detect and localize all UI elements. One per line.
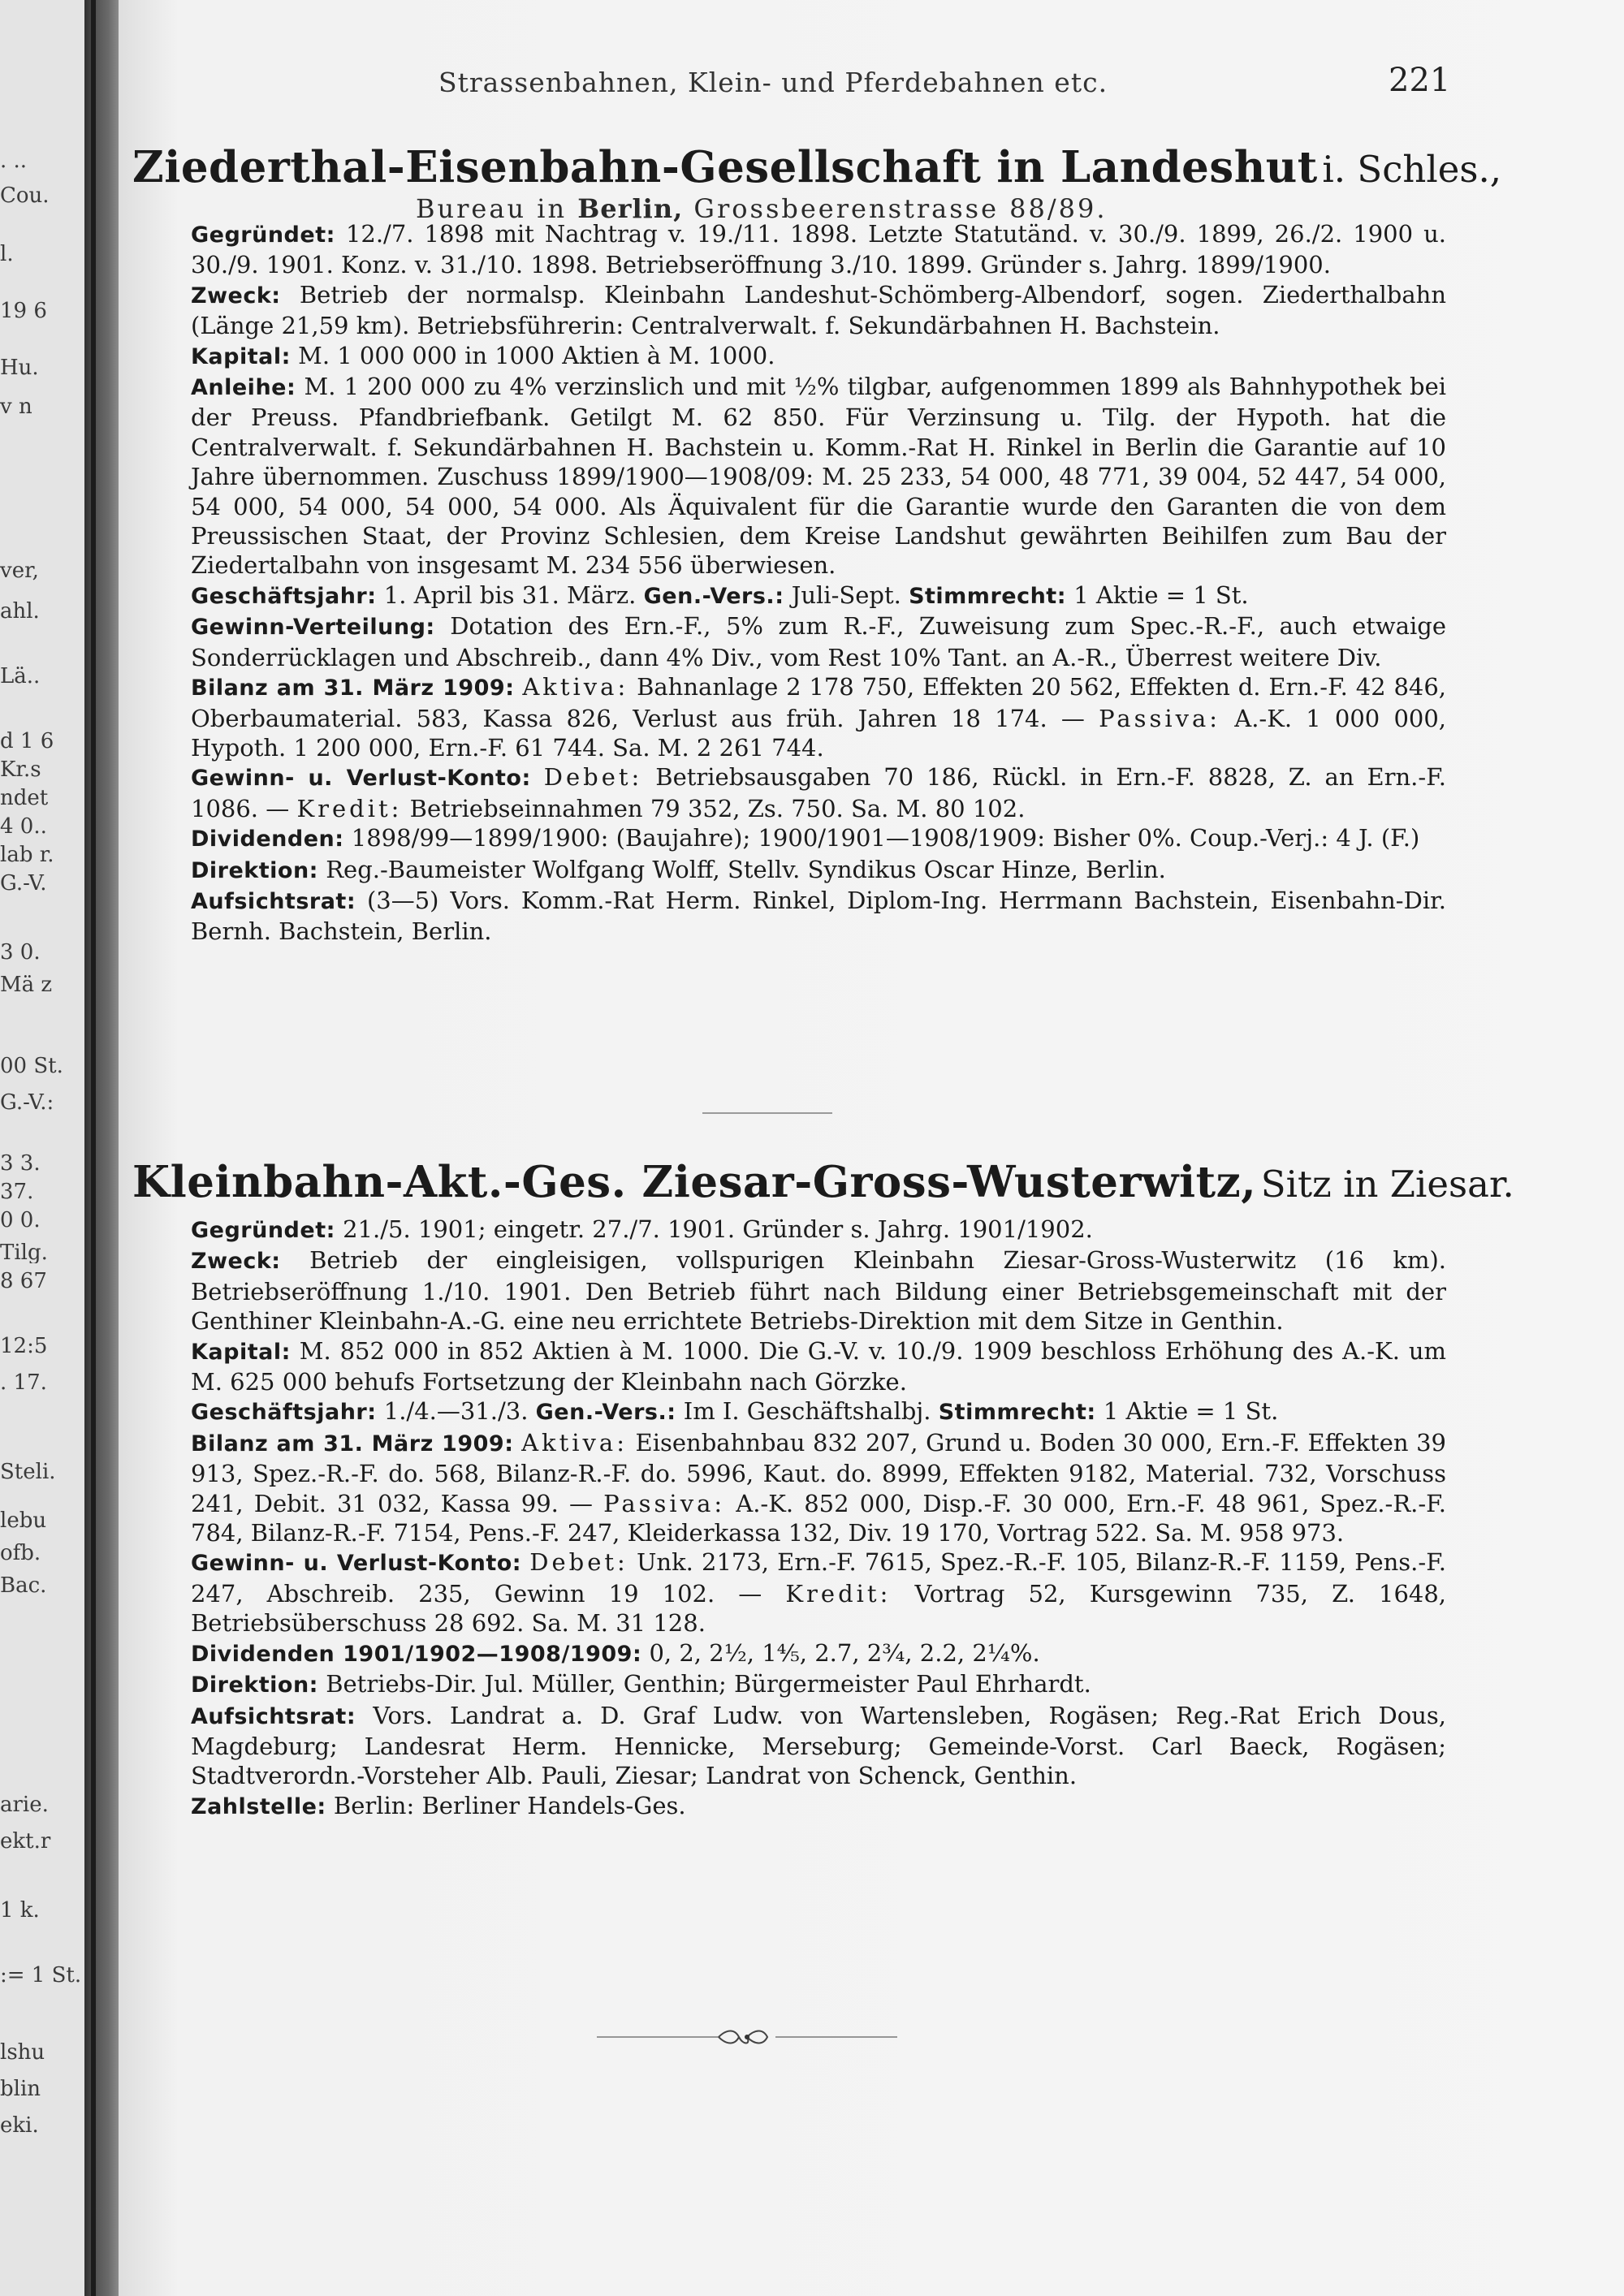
entry-text: Betriebsausgaben 70 186, Rückl. in Ern.-F. 8828, Z. an Ern.-F. 1086. — xyxy=(191,763,1447,822)
entry-text: M. 1 200 000 zu 4% verzinslich und mit ½% tilgbar, aufgenommen 1899 als Bahnhypothek bei der Preuss. Pfandbriefbank. Getilgt M. 62 850. Für Verzinsung u. Tilg. der Hypoth. hat die Centralverwalt. f. Sekundärbahnen H. Bachstein u. Komm.-Rat H. Rinkel in Berlin die Garantie auf 10 Jahre übernommen. Zuschuss 1899/1900—1908/09: M. 25 233, 54 000, 48 771, 39 004, 52 447, 54 000, 54 000, 54 000, 54 000, 54 000. Als Äquivalent für die Garantie wurde den Garanten die von dem Preussischen Staat, der Provinz Schlesien, dem Kreise Landshut gewährten Beihilfen zum Bau der Ziedertalbahn von insgesamt M. 234 556 überwiesen. xyxy=(191,373,1447,580)
company-name: Ziederthal-Eisenbahn-Gesellschaft in Landeshut xyxy=(132,142,1318,192)
entry xyxy=(191,372,1446,580)
margin-fragment: 12:5 xyxy=(0,1336,48,1357)
entry-label: Zahlstelle: xyxy=(191,1793,326,1819)
margin-fragment: ndet xyxy=(0,788,49,809)
entry xyxy=(191,280,1446,341)
margin-fragment: v n xyxy=(0,396,32,417)
entry-text: 1. April bis 31. März. xyxy=(383,580,637,609)
margin-fragment: 8 67 xyxy=(0,1271,47,1292)
margin-fragment: arie. xyxy=(0,1794,49,1815)
entry xyxy=(191,1215,1446,1245)
kredit-label: Kredit: xyxy=(785,1579,892,1608)
kredit-label: Kredit: xyxy=(296,794,403,822)
margin-fragment: lebu xyxy=(0,1510,47,1531)
debet-label: Debet: xyxy=(543,763,643,792)
passiva-label: Passiva: xyxy=(1099,704,1221,732)
entry-label: Geschäftsjahr: xyxy=(191,583,377,609)
margin-fragment: 3 0. xyxy=(0,942,41,963)
aktiva-label: Aktiva: xyxy=(522,673,629,701)
entry-text: 12./7. 1898 mit Nachtrag v. 19./11. 1898. Letzte Statutänd. v. 30./9. 1899, 26./2. 1900 u. 30./9. 1901. Konz. v. 31./10. 1898. Betriebseröffnung 3./10. 1899. Gründer s. Jahrg. 1899/1900. xyxy=(191,220,1446,279)
entry-text: M. 1 000 000 in 1000 Aktien à M. 1000. xyxy=(298,341,775,369)
book-spine xyxy=(84,0,119,2296)
entry xyxy=(191,1669,1446,1700)
entry-label: Gen.-Vers.: xyxy=(643,583,784,609)
aktiva-label: Aktiva: xyxy=(521,1428,628,1457)
entry-label: Dividenden: xyxy=(191,826,344,852)
entry xyxy=(191,1396,1446,1427)
margin-fragment: eki. xyxy=(0,2115,39,2136)
margin-fragment: ofb. xyxy=(0,1543,41,1564)
entry-text: Juli-Sept. xyxy=(791,580,901,609)
entry-text: (3—5) Vors. Komm.-Rat Herm. Rinkel, Diplom-Ing. Herrmann Bachstein, Eisenbahn-Dir. Bernh. Bachstein, Berlin. xyxy=(191,886,1447,946)
margin-fragment: := 1 St. xyxy=(0,1965,81,1986)
running-head: Strassenbahnen, Klein- und Pferdebahnen etc. xyxy=(438,67,1108,98)
entry-text: Vortrag 52, Kursgewinn 735, Z. 1648, Betriebsüberschuss 28 692. Sa. M. 31 128. xyxy=(191,1579,1447,1638)
section-entries xyxy=(191,219,1446,947)
margin-fragment: Mä z xyxy=(0,974,53,995)
bureau-address: Grossbeerenstrasse 88/89. xyxy=(693,193,1108,224)
entry-text: Im I. Geschäftshalbj. xyxy=(683,1397,931,1426)
entry-label: Aufsichtsrat: xyxy=(191,1703,356,1729)
entry xyxy=(191,1791,1446,1822)
margin-fragment: 3 3. xyxy=(0,1153,41,1174)
entry xyxy=(191,580,1446,611)
entry-text: Betrieb der eingleisigen, vollspurigen Kleinbahn Ziesar-Gross-Wusterwitz (16 km). Betriebseröffnung 1./10. 1901. Den Betrieb führt nach Bildung einer Betriebsgemeinschaft mit der Genthiner Kleinbahn-A.-G. eine neu errichtete Betriebs-Direktion mit dem Sitze in Genthin. xyxy=(191,1246,1447,1336)
entry-label: Kapital: xyxy=(191,343,291,369)
entry-label: Gewinn- u. Verlust-Konto: xyxy=(191,766,531,792)
entry-text: 1 Aktie = 1 St. xyxy=(1103,1397,1279,1426)
entry-label: Dividenden 1901/1902—1908/1909: xyxy=(191,1641,642,1667)
entry xyxy=(191,1638,1446,1669)
entry-text: 1./4.—31./3. xyxy=(383,1397,529,1426)
margin-fragment: ahl. xyxy=(0,601,40,622)
margin-fragment: 00 St. xyxy=(0,1055,63,1077)
entry-label: Zweck: xyxy=(191,283,281,309)
margin-fragment: blin xyxy=(0,2078,41,2100)
margin-fragment: 37. xyxy=(0,1181,34,1202)
entry-label: Stimmrecht: xyxy=(938,1400,1096,1426)
entry xyxy=(191,672,1446,762)
margin-fragment: d 1 6 xyxy=(0,731,54,752)
entry-text: Betriebs-Dir. Jul. Müller, Genthin; Bürgermeister Paul Ehrhardt. xyxy=(326,1670,1091,1698)
entry xyxy=(191,611,1446,672)
entry xyxy=(191,886,1446,947)
entry-text: Betrieb der normalsp. Kleinbahn Landeshut-Schömberg-Albendorf, sogen. Ziederthalbahn (Länge 21,59 km). Betriebsführerin: Centralverwalt. f. Sekundärbahnen H. Bachstein. xyxy=(191,280,1446,340)
company-location: i. Schles., xyxy=(1322,148,1502,191)
entry xyxy=(191,1428,1446,1548)
margin-fragment: Steli. xyxy=(0,1461,56,1482)
margin-fragment: ver, xyxy=(0,560,39,581)
ornament-rule xyxy=(597,2026,897,2048)
entry-label: Gewinn- u. Verlust-Konto: xyxy=(191,1551,522,1577)
entry-label: Aufsichtsrat: xyxy=(191,888,356,914)
section-entries xyxy=(191,1215,1446,1822)
entry xyxy=(191,855,1446,886)
entry xyxy=(191,762,1446,823)
entry-text: 1898/99—1899/1900: (Baujahre); 1900/1901—1908/1909: Bisher 0%. Coup.-Verj.: 4 J. (F.) xyxy=(351,824,1420,852)
page-number: 221 xyxy=(1389,62,1451,99)
entry-text: 21./5. 1901; eingetr. 27./7. 1901. Gründer s. Jahrg. 1901/1902. xyxy=(343,1215,1093,1243)
entry-text: 1 Aktie = 1 St. xyxy=(1073,580,1249,609)
company-location: Sitz in Ziesar. xyxy=(1260,1163,1514,1206)
entry-text: Vors. Landrat a. D. Graf Ludw. von Wartensleben, Rogäsen; Reg.-Rat Erich Dous, Magdeburg; Landesrat Herm. Hennicke, Merseburg; Gemeinde-Vorst. Carl Baeck, Rogäsen; Stadtverordn.-Vorsteher Alb. Pauli, Ziesar; Landrat von Schenck, Genthin. xyxy=(191,1701,1446,1790)
entry-text: A.-K. 852 000, Disp.-F. 30 000, Ern.-F. 48 961, Spez.-R.-F. 784, Bilanz-R.-F. 7154, Pens.-F. 247, Kleiderkassa 132, Div. 19 170, Vortrag 522. Sa. M. 958 973. xyxy=(191,1489,1446,1547)
entry-label: Direktion: xyxy=(191,857,318,883)
entry xyxy=(191,219,1446,280)
entry-text: Betriebseinnahmen 79 352, Zs. 750. Sa. M. 80 102. xyxy=(409,794,1026,822)
margin-fragment: . .. xyxy=(0,150,28,171)
margin-fragment: l. xyxy=(0,244,14,265)
entry-text: Eisenbahnbau 832 207, Grund u. Boden 30 000, Ern.-F. Effekten 39 913, Spez.-R.-F. do. 568, Bilanz-R.-F. do. 5996, Kaut. do. 8999, Effekten 9182, Material. 732, Vorschuss 241, Debit. 31 032, Kassa 99. — xyxy=(191,1428,1447,1517)
margin-fragment: lshu xyxy=(0,2042,45,2063)
entry-text: M. 852 000 in 852 Aktien à M. 1000. Die G.-V. v. 10./9. 1909 beschloss Erhöhung des A.-K. um M. 625 000 behufs Fortsetzung der Kleinbahn nach Görzke. xyxy=(191,1336,1446,1396)
margin-fragment: Hu. xyxy=(0,357,39,378)
entry-label: Kapital: xyxy=(191,1339,291,1365)
margin-fragment: 0 0. xyxy=(0,1210,41,1231)
margin-fragment: Kr.s xyxy=(0,759,41,780)
margin-fragment: 4 0.. xyxy=(0,816,47,837)
entry xyxy=(191,1336,1446,1397)
section-title xyxy=(132,142,1502,192)
entry-text: Reg.-Baumeister Wolfgang Wolff, Stellv. Syndikus Oscar Hinze, Berlin. xyxy=(326,855,1166,883)
entry-label: Gegründet: xyxy=(191,222,335,248)
margin-fragment: Tilg. xyxy=(0,1242,48,1263)
entry-label: Geschäftsjahr: xyxy=(191,1400,377,1426)
margin-fragment: G.-V.: xyxy=(0,1092,54,1113)
margin-fragment: G.-V. xyxy=(0,873,47,894)
entry-label: Anleihe: xyxy=(191,375,296,401)
margin-fragment: . 17. xyxy=(0,1372,47,1393)
debet-label: Debet: xyxy=(529,1548,628,1577)
entry xyxy=(191,341,1446,372)
section-divider xyxy=(702,1112,832,1114)
margin-fragment: 1 k. xyxy=(0,1900,40,1921)
entry-label: Stimmrecht: xyxy=(909,583,1066,609)
company-name: Kleinbahn-Akt.-Ges. Ziesar-Gross-Wusterwitz, xyxy=(132,1157,1257,1207)
bureau-prefix: Bureau in xyxy=(416,193,568,224)
margin-fragment: Bac. xyxy=(0,1575,47,1596)
passiva-label: Passiva: xyxy=(603,1489,726,1517)
bureau-city: Berlin, xyxy=(577,193,684,224)
entry-label: Direktion: xyxy=(191,1672,318,1698)
margin-fragment: Cou. xyxy=(0,185,50,206)
entry-label: Gewinn-Verteilung: xyxy=(191,615,435,641)
entry-text: 0, 2, 2½, 1⅘, 2.7, 2¾, 2.2, 2¼%. xyxy=(649,1638,1040,1667)
entry-text: A.-K. 1 000 000, Hypoth. 1 200 000, Ern.-F. 61 744. Sa. M. 2 261 744. xyxy=(191,704,1447,762)
entry xyxy=(191,1701,1446,1791)
entry xyxy=(191,823,1446,854)
margin-fragment: 19 6 xyxy=(0,300,47,322)
entry-label: Zweck: xyxy=(191,1249,281,1275)
section-title xyxy=(132,1157,1514,1207)
entry-text: Dotation des Ern.-F., 5% zum R.-F., Zuweisung zum Spec.-R.-F., auch etwaige Sonderrücklagen und Abschreib., dann 4% Div., vom Rest 10% Tant. an A.-R., Überrest weitere Div. xyxy=(191,612,1446,671)
entry xyxy=(191,1245,1446,1336)
entry-text: Unk. 2173, Ern.-F. 7615, Spez.-R.-F. 105, Bilanz-R.-F. 1159, Pens.-F. 247, Abschreib. 235, Gewinn 19 102. — xyxy=(191,1548,1447,1608)
margin-fragment: Lä.. xyxy=(0,666,41,687)
margin-fragment: ekt.r xyxy=(0,1831,51,1852)
entry-text: Bahnanlage 2 178 750, Effekten 20 562, Effekten d. Ern.-F. 42 846, Oberbaumaterial. 583, Kassa 826, Verlust aus früh. Jahren 18 174. — xyxy=(191,673,1447,732)
entry xyxy=(191,1547,1446,1638)
entry-text: Berlin: Berliner Handels-Ges. xyxy=(333,1791,686,1819)
entry-label: Gen.-Vers.: xyxy=(535,1400,676,1426)
entry-label: Bilanz am 31. März 1909: xyxy=(191,675,515,701)
margin-fragment: lab r. xyxy=(0,844,54,865)
entry-label: Gegründet: xyxy=(191,1218,335,1243)
adjacent-page-margin xyxy=(0,0,88,2296)
entry-label: Bilanz am 31. März 1909: xyxy=(191,1431,514,1457)
